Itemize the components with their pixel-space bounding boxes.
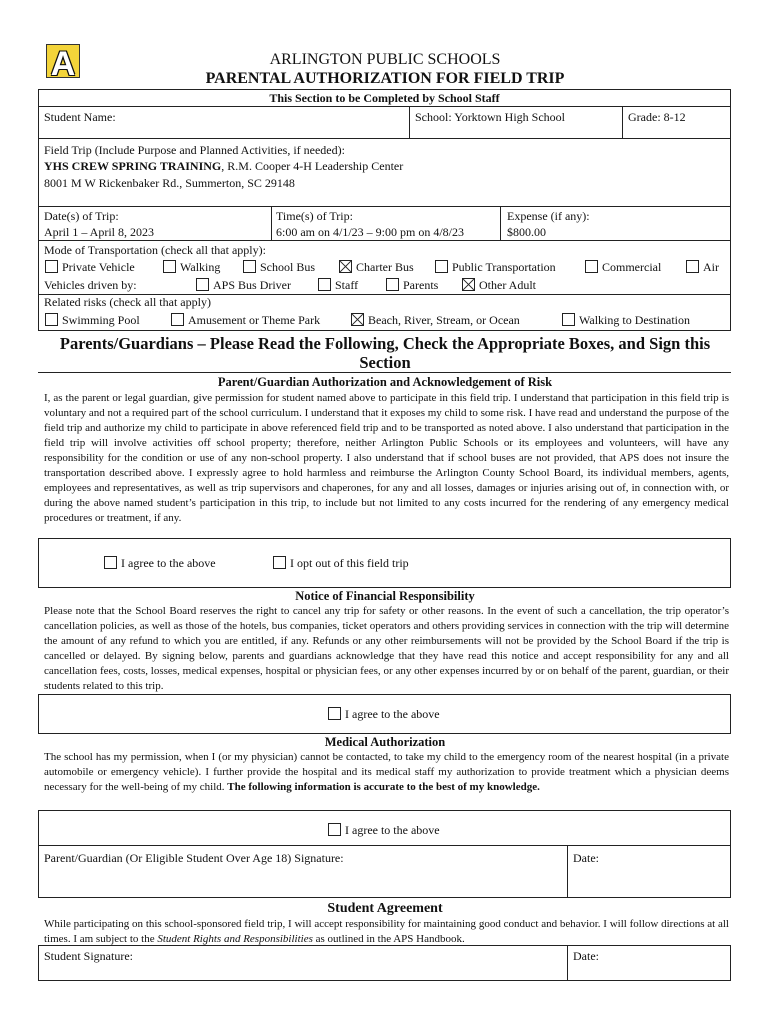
driven-by-option[interactable]: Staff — [318, 278, 358, 293]
school-value: School: Yorktown High School — [415, 110, 566, 124]
checkbox[interactable] — [435, 260, 448, 273]
risk-option[interactable]: Beach, River, Stream, or Ocean — [351, 313, 520, 328]
student-agreement-title: Student Agreement — [327, 901, 443, 916]
driven-by-option[interactable]: APS Bus Driver — [196, 278, 291, 293]
signature-date-divider — [567, 845, 568, 898]
checkbox-checked[interactable] — [339, 260, 352, 273]
medical-title: Medical Authorization — [324, 735, 446, 749]
student-date-field[interactable]: Date: — [573, 949, 599, 963]
checkbox[interactable] — [45, 260, 58, 273]
authorization-top-rule — [38, 372, 731, 373]
student-date-divider — [567, 945, 568, 981]
expense-value: $800.00 — [507, 225, 546, 239]
transport-option[interactable]: Commercial — [585, 260, 661, 275]
authorization-text: I, as the parent or legal guardian, give permission for student named above to participate in this field trip. I understand that participation in this field trip is voluntary and not a required part of the school curriculum. I understand that it exposes my child to some risk. I have read and understand the purpose of the field trip and authorize my child to participate in above referenced field trip and to be transported as noted above. I also understand that participation in the field trip will involve activities off school property; therefore, neither Arlington Public Schools or its employees and volunteers, will have any responsibility for the condition or use of any non-school property. I also understand that if school buses are not provided, that APS does not insure the transportation described above. I expressly agree to hold harmless and reimburse the Arlington County School Board, its individual members, agents, employees and representatives, as well as trip supervisors and chaperones, for any and all losses, damages or injuries arising out of, in connection with, or during the above named student’s participation in this trip, to include but not limited to any costs incurred for the rendering of any emergency medical procedures or treatment, if any. — [44, 392, 729, 524]
risks-label: Related risks (check all that apply) — [44, 295, 211, 309]
org-name: ARLINGTON PUBLIC SCHOOLS — [269, 51, 501, 68]
grade-value: Grade: 8-12 — [628, 110, 686, 124]
agree-authorization[interactable]: I agree to the above — [104, 556, 216, 571]
expense-cell-divider — [500, 206, 501, 241]
agree-medical[interactable]: I agree to the above — [328, 823, 440, 838]
medical-text: The school has my permission, when I (or my physician) cannot be contacted, to take my child to the emergency room of the nearest hospital (in a private automobile or emergency vehicle). I further provide the hospital and its medical staff my authorization to provide treatment which a physician deems necessary for the well-being of my child. The following information is accurate to the best of my knowledge. — [44, 751, 729, 793]
student-agreement-text: While participating on this school-sponsored field trip, I will accept responsibility for maintaining good conduct and behavior. I will follow directions at all times. I am subject to the Student Rights and Responsibilities as outlined in the APS Handbook. — [44, 918, 729, 945]
opt-out-trip[interactable]: I opt out of this field trip — [273, 556, 409, 571]
times-cell-divider — [271, 206, 272, 241]
field-trip-label: Field Trip (Include Purpose and Planned Activities, if needed): — [44, 143, 345, 157]
transport-label: Mode of Transportation (check all that apply): — [44, 243, 266, 257]
checkbox[interactable] — [328, 707, 341, 720]
times-label: Time(s) of Trip: — [276, 209, 353, 223]
field-trip-description — [44, 159, 403, 174]
logo-letter: A — [50, 45, 76, 83]
checkbox[interactable] — [45, 313, 58, 326]
parents-section-title: Parents/Guardians – Please Read the Following, Check the Appropriate Boxes, and Sign this Section — [59, 334, 711, 372]
parent-signature-field[interactable]: Parent/Guardian (Or Eligible Student Over Age 18) Signature: — [44, 851, 344, 865]
student-name-field[interactable]: Student Name: — [44, 110, 116, 124]
authorization-title: Parent/Guardian Authorization and Acknowledgement of Risk — [217, 375, 553, 389]
school-cell-divider — [409, 106, 410, 139]
financial-title: Notice of Financial Responsibility — [295, 589, 475, 603]
checkbox[interactable] — [686, 260, 699, 273]
checkbox[interactable] — [386, 278, 399, 291]
transport-option[interactable]: Charter Bus — [339, 260, 414, 275]
expense-label: Expense (if any): — [507, 209, 590, 223]
risk-option[interactable]: Amusement or Theme Park — [171, 313, 320, 328]
checkbox[interactable] — [243, 260, 256, 273]
checkbox[interactable] — [104, 556, 117, 569]
risk-option[interactable]: Walking to Destination — [562, 313, 690, 328]
transport-option[interactable]: School Bus — [243, 260, 315, 275]
checkbox[interactable] — [562, 313, 575, 326]
checkbox[interactable] — [171, 313, 184, 326]
checkbox[interactable] — [585, 260, 598, 273]
medical-text-bold: The following information is accurate to the best of my knowledge. — [227, 781, 540, 793]
dates-value: April 1 – April 8, 2023 — [44, 225, 154, 239]
transport-option[interactable]: Walking — [163, 260, 220, 275]
handbook-title: Student Rights and Responsibilities — [157, 933, 313, 945]
driven-by-label: Vehicles driven by: — [44, 278, 137, 292]
driven-by-option[interactable]: Other Adult — [462, 278, 536, 293]
checkbox[interactable] — [318, 278, 331, 291]
transport-option[interactable]: Air — [686, 260, 719, 275]
risk-option[interactable]: Swimming Pool — [45, 313, 140, 328]
times-value: 6:00 am on 4/1/23 – 9:00 pm on 4/8/23 — [276, 225, 464, 239]
driven-by-option[interactable]: Parents — [386, 278, 438, 293]
agree-financial[interactable]: I agree to the above — [328, 707, 440, 722]
grade-cell-divider — [622, 106, 623, 139]
financial-text: Please note that the School Board reserves the right to cancel any trip for safety or other reasons. In the event of such a cancellation, the trip operator’s cancellation policies, as well as those of the hotels, bus companies, ticket operators and others providing services in connection with the trip will determine the amount of any refund to which you are entitled, if any. Refunds or any other reimbursements will not be provided by the School Board if the trip is cancelled or delayed. By signing below, parents and guardians acknowledge that they have read this notice and accept responsibility for any and all cancellation fees, costs, losses, medical expenses, hospital or physician fees, or any other expenses incurred by or on behalf of the parent, guardian, or their students related to this trip. — [44, 605, 729, 692]
signature-row-divider — [38, 845, 731, 846]
student-signature-field[interactable]: Student Signature: — [44, 949, 133, 963]
trip-location: , R.M. Cooper 4-H Leadership Center — [221, 159, 404, 173]
checkbox[interactable] — [273, 556, 286, 569]
dates-label: Date(s) of Trip: — [44, 209, 119, 223]
checkbox[interactable] — [163, 260, 176, 273]
transport-option[interactable]: Private Vehicle — [45, 260, 135, 275]
form-title: PARENTAL AUTHORIZATION FOR FIELD TRIP — [205, 70, 565, 87]
student-signature-box — [38, 945, 731, 981]
checkbox-checked[interactable] — [462, 278, 475, 291]
transport-option[interactable]: Public Transportation — [435, 260, 556, 275]
checkbox-checked[interactable] — [351, 313, 364, 326]
parent-date-field[interactable]: Date: — [573, 851, 599, 865]
trip-address: 8001 M W Rickenbaker Rd., Summerton, SC 29148 — [44, 176, 295, 190]
trip-name: YHS CREW SPRING TRAINING — [44, 159, 222, 173]
school-section-title: This Section to be Completed by School Staff — [269, 91, 500, 105]
checkbox[interactable] — [196, 278, 209, 291]
checkbox[interactable] — [328, 823, 341, 836]
